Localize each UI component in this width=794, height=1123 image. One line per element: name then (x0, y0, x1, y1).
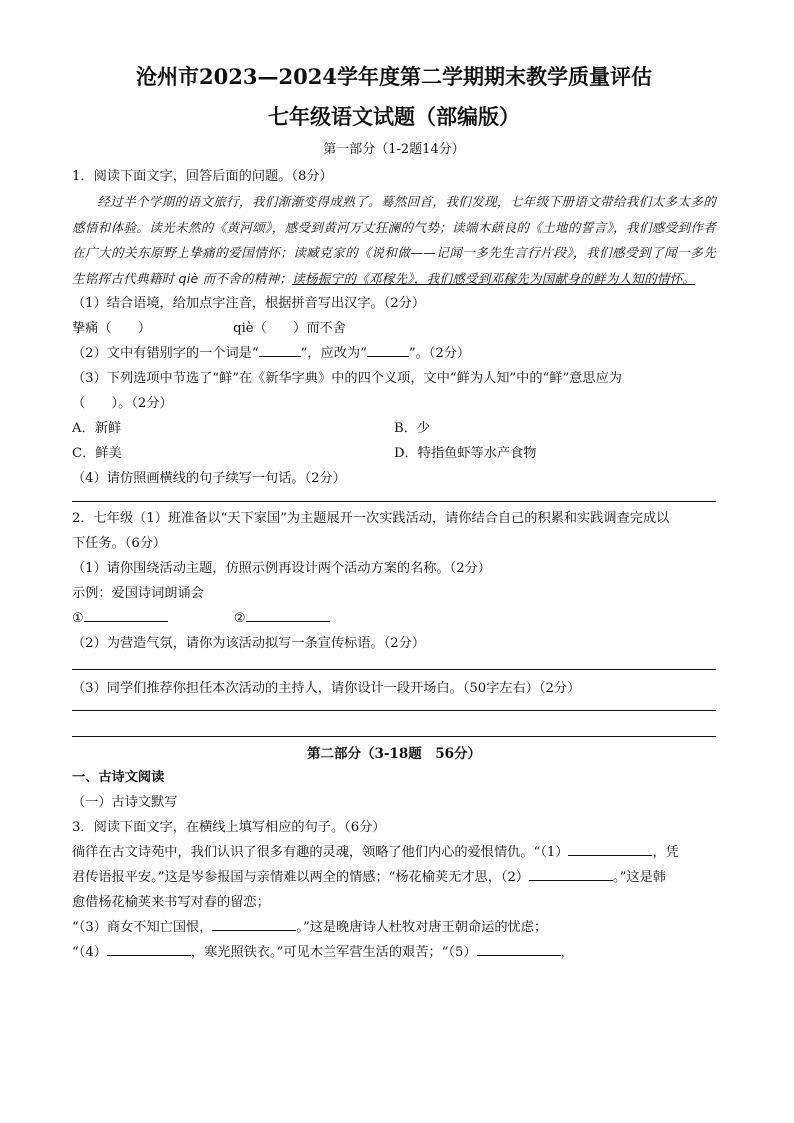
q1-stem: 1．阅读下面文字，回答后面的问题。（8分） (72, 169, 333, 184)
answer-line[interactable] (72, 501, 716, 502)
option-a[interactable]: A．新鲜 (72, 421, 122, 436)
q1-sub4: （4）请仿照画横线的句子续写一句话。（2分） (72, 471, 346, 486)
q2-stem-line1: 2．七年级（1）班准备以“天下家国”为主题展开一次实践活动，请你结合自己的积累和实践调查完成以 (72, 511, 670, 526)
options-row-1 (72, 416, 716, 441)
q1-sub3-line1: （3）下列选项中节选了“鲜”在《新华字典》中的四个义项，文中“鲜为人知”中的“鲜”意思应为 (72, 371, 622, 386)
q1-sub3-line2: （ ）。（2分） (72, 396, 173, 411)
passage-underlined-sentence: 读杨振宁的《邓稼先》，我们感受到邓稼先为国献身的鲜为人知的情怀。 (292, 270, 696, 286)
subsection-heading: （一）古诗文默写 (72, 795, 178, 810)
plan-name-blank-1[interactable] (84, 607, 168, 622)
poem-blank-2[interactable] (529, 866, 613, 881)
q2-sub3: （3）同学们推荐你担任本次活动的主持人，请你设计一段开场白。（50字左右）（2分） (72, 681, 581, 696)
passage-text: 经过半个学期的语文旅行，我们渐渐变得成熟了。蓦然回首，我们发现，七年级下册语文带给我们太多太多的感悟和体验。读光未然的《黄河颂》，感受到黄河万丈狂澜的气势；读端木蕻良的《土地的誓言》，我们感受到作者在广大的关东原野上挚痛的爱国情怀；读臧克家的《说和做——记闻一多先生言行片段》，我们感受到了闻一多先生铭挥古代典籍时 qiè 而不舍的精神； (72, 194, 716, 286)
q3-line4: “（3）商女不知亡国恨， 。”这是晚唐诗人杜牧对唐王朝命运的忧虑； (72, 915, 716, 940)
q1-passage (72, 189, 716, 291)
q2-sub1: （1）请你围绕活动主题，仿照示例再设计两个活动方案的名称。（2分） (72, 561, 491, 576)
answer-line[interactable] (72, 669, 716, 670)
q2-sub2: （2）为营造气氛，请你为该活动拟写一条宣传标语。（2分） (72, 636, 426, 651)
options-row-2 (72, 441, 716, 466)
exam-title: 沧州市2023—2024学年度第二学期期末教学质量评估 (136, 64, 652, 89)
q2-stem-line2: 下任务。（6分） (72, 536, 167, 551)
answer-line[interactable] (72, 736, 716, 737)
wrong-word-blank[interactable] (259, 342, 301, 357)
q3-line2: 君传语报平安。”这是岑参报国与亲情难以两全的情感；“杨花榆荚无才思，（2） 。”这是韩 (72, 865, 716, 890)
sub1-answer-b[interactable]: qiè（ ）而不舍 (233, 321, 346, 336)
q2-blanks: ① ② (72, 606, 716, 631)
poem-blank-5[interactable] (477, 941, 561, 956)
q3-line5: “（4） ，寒光照铁衣。”可见木兰军营生活的艰苦；“（5） ， (72, 940, 716, 965)
option-d[interactable]: D．特指鱼虾等水产食物 (394, 446, 537, 461)
poem-blank-4[interactable] (107, 941, 191, 956)
part2-heading: 第二部分（3-18题 56分） (306, 746, 482, 762)
part1-heading: 第一部分（1-2题14分） (323, 142, 465, 157)
poem-blank-1[interactable] (568, 841, 652, 856)
option-c[interactable]: C．鲜美 (72, 446, 122, 461)
q3-line1: 徜徉在古文诗苑中，我们认识了很多有趣的灵魂，领略了他们内心的爱恨情仇。“（1） ，凭 (72, 840, 716, 865)
q3-stem: 3．阅读下面文字，在横线上填写相应的句子。（6分） (72, 820, 386, 835)
exam-subtitle: 七年级语文试题（部编版） (268, 104, 520, 129)
poem-blank-3[interactable] (212, 916, 296, 931)
q3-line3: 愈借杨花榆荚来书写对春的留恋； (72, 895, 270, 910)
q2-example: 示例：爱国诗词朗诵会 (72, 586, 204, 601)
q1-sub2: （2）文中有错别字的一个词是“ ”，应改为“ ”。（2分） (72, 341, 716, 366)
exam-page (72, 62, 716, 965)
option-b[interactable]: B．少 (394, 421, 431, 436)
correction-blank[interactable] (367, 342, 409, 357)
section-heading: 一、古诗文阅读 (72, 770, 165, 785)
sub1-answer-a[interactable]: 挚痛（ ） (72, 321, 152, 336)
plan-name-blank-2[interactable] (246, 607, 330, 622)
q1-sub1-answers (72, 316, 716, 341)
answer-line[interactable] (72, 710, 716, 711)
q1-sub1: （1）结合语境，给加点字注音，根据拼音写出汉字。（2分） (72, 296, 426, 311)
